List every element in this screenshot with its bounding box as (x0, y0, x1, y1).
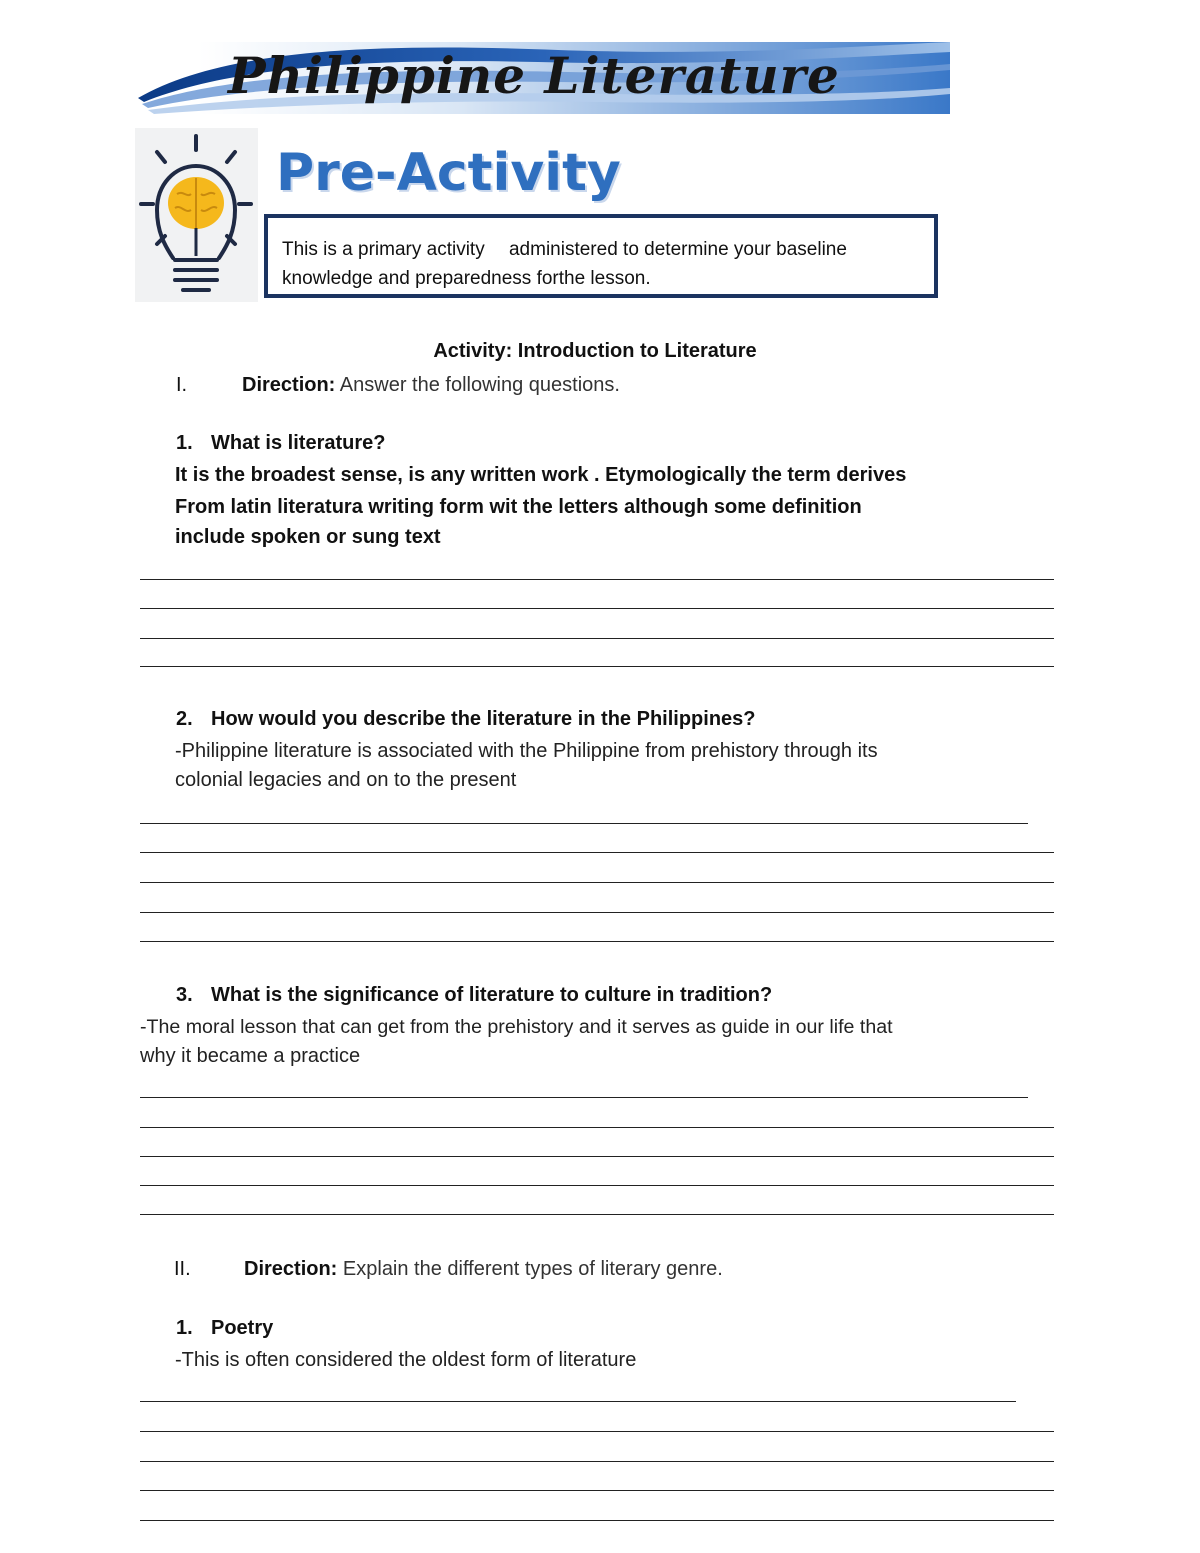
q1-number: 1. (176, 432, 193, 454)
answer-blank-line (140, 1185, 1054, 1186)
section-2-direction (244, 1254, 723, 1284)
direction-text: Answer the following questions. (339, 374, 620, 396)
answer-blank-line (140, 1401, 1016, 1402)
answer-blank-line (140, 1097, 1028, 1098)
q3-question: What is the significance of literature to culture in tradition? (211, 984, 773, 1006)
answer-blank-line (140, 852, 1054, 853)
q2-question: How would you describe the literature in the Philippines? (211, 708, 756, 730)
answer-blank-line (140, 666, 1054, 667)
q3-answer-line: -The moral lesson that can get from the prehistory and it serves as guide in our life that (140, 1016, 893, 1038)
answer-blank-line (140, 1214, 1054, 1215)
q1-question: What is literature? (211, 432, 386, 454)
lightbulb-brain-icon (135, 128, 258, 302)
answer-blank-line (140, 1490, 1054, 1491)
direction-label: Direction: (244, 1258, 338, 1280)
q1-answer-line: From latin literatura writing form wit the letters although some definition (175, 496, 862, 518)
section-1-direction (242, 370, 620, 400)
q1-answer-line: It is the broadest sense, is any written work . Etymologically the term derives (175, 464, 907, 486)
genre-1-title: Poetry (211, 1317, 274, 1339)
answer-blank-line (140, 1156, 1054, 1157)
answer-blank-line (140, 579, 1054, 580)
answer-blank-line (140, 1431, 1054, 1432)
answer-blank-line (140, 823, 1028, 824)
answer-blank-line (140, 1520, 1054, 1521)
answer-blank-line (140, 1461, 1054, 1462)
banner-title: Philippine Literature (228, 46, 840, 105)
q2-answer-line: colonial legacies and on to the present (175, 769, 517, 791)
info-line-2: knowledge and preparedness forthe lesson. (282, 268, 651, 289)
section-2-numeral: II. (174, 1258, 191, 1280)
info-box (264, 214, 938, 298)
q2-number: 2. (176, 708, 193, 730)
answer-blank-line (140, 882, 1054, 883)
genre-1-answer: -This is often considered the oldest form of literature (175, 1349, 637, 1371)
answer-blank-line (140, 1127, 1054, 1128)
answer-blank-line (140, 638, 1054, 639)
direction-text: Explain the different types of literary genre. (342, 1258, 723, 1280)
q2-answer-line: -Philippine literature is associated with the Philippine from prehistory through its (175, 740, 878, 762)
q1-answer-line: include spoken or sung text (175, 526, 441, 548)
pre-activity-title: Pre-Activity (276, 143, 621, 203)
q3-answer-line: why it became a practice (140, 1045, 361, 1067)
q3-number: 3. (176, 984, 193, 1006)
activity-title: Activity: Introduction to Literature (433, 340, 757, 362)
direction-label: Direction: (242, 374, 336, 396)
answer-blank-line (140, 912, 1054, 913)
answer-blank-line (140, 941, 1054, 942)
info-line-1: This is a primary activity administered to determine your baseline (282, 239, 847, 260)
section-1-numeral: I. (176, 374, 188, 396)
genre-1-number: 1. (176, 1317, 193, 1339)
answer-blank-line (140, 608, 1054, 609)
